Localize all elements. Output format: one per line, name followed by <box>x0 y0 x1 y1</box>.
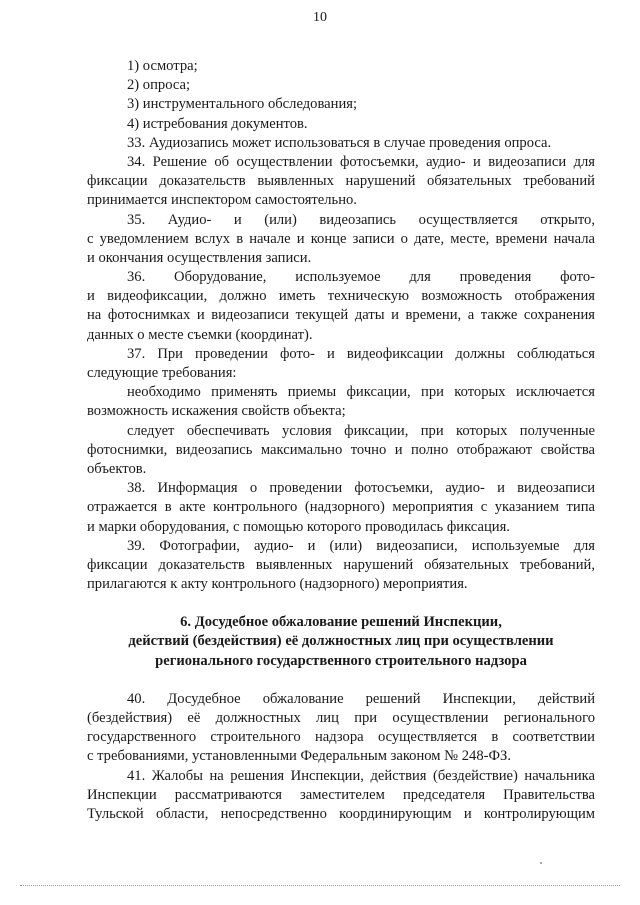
text-line: следует обеспечивать условия фиксации, при которых полученные <box>127 422 595 439</box>
text-line: фотоснимки, видеозапись максимально точно и полно отображают свойства <box>87 441 595 458</box>
text-line: (бездействия) её должностных лиц при осуществлении регионального <box>87 710 595 726</box>
text-line: прилагаются к акту контрольного (надзорного) мероприятия. <box>87 576 468 593</box>
text-line: и видеофиксации, должно иметь техническую возможность отображения <box>87 288 595 305</box>
spacer <box>87 671 595 690</box>
heading-line: действий (бездействия) её должностных лиц при осуществлении <box>128 633 554 650</box>
page-number: 10 <box>313 10 327 25</box>
text-line: 33. Аудиозапись может использоваться в случае проведения опроса. <box>127 134 552 151</box>
text-line: отражается в акте контрольного (надзорного) мероприятия с указанием типа <box>87 499 595 516</box>
text-line: 38. Информация о проведении фотосъемки, аудио- и видеозаписи <box>127 480 595 497</box>
text-line: 35. Аудио- и (или) видеозапись осуществляется открыто, <box>127 211 595 228</box>
text-line: принимается инспектором самостоятельно. <box>87 192 357 209</box>
text-line: 40. Досудебное обжалование решений Инспекции, действий <box>127 690 595 707</box>
heading-line: 6. Досудебное обжалование решений Инспекции, <box>180 614 502 631</box>
paragraphs-section-6 <box>87 690 595 824</box>
text-line: данных о месте съемки (координат). <box>87 326 313 343</box>
text-line: государственного строительного надзора осуществляется в соответствии <box>87 729 595 746</box>
text-line: 1) осмотра; <box>127 58 198 74</box>
text-line: фиксации доказательств выявленных нарушений обязательных требований, <box>87 556 595 573</box>
text-line: 39. Фотографии, аудио- и (или) видеозаписи, используемые для <box>127 537 595 554</box>
text-line: 37. При проведении фото- и видеофиксации должны соблюдаться <box>127 345 595 362</box>
text-line: 4) истребования документов. <box>127 115 308 132</box>
text-line: с уведомлением вслух в начале и конце записи о дате, месте, времени начала <box>87 230 595 247</box>
text-line: объектов. <box>87 460 147 477</box>
document-body <box>87 57 595 824</box>
text-line: необходимо применять приемы фиксации, при которых исключается <box>127 384 595 401</box>
text-line: следующие требования: <box>87 365 237 381</box>
text-line: возможность искажения свойств объекта; <box>87 403 346 420</box>
text-line: Тульской области, непосредственно координирующим и контролирующим <box>87 805 595 822</box>
text-line: 41. Жалобы на решения Инспекции, действия (бездействие) начальника <box>127 767 595 784</box>
text-line: 36. Оборудование, используемое для проведения фото- <box>127 269 595 286</box>
scan-mark <box>540 862 542 864</box>
footer-dotted-line <box>20 885 620 887</box>
spacer <box>87 594 595 613</box>
heading-line: регионального государственного строительного надзора <box>155 652 527 669</box>
text-line: и марки оборудования, с помощью которого проводилась фиксация. <box>87 518 510 535</box>
text-line: 34. Решение об осуществлении фотосъемки, аудио- и видеозаписи для <box>127 153 595 170</box>
text-line: на фотоснимках и видеозаписи текущей даты и времени, а также сохранения <box>87 307 595 324</box>
text-line: и окончания осуществления записи. <box>87 249 312 266</box>
text-line: фиксации доказательств выявленных нарушений обязательных требований <box>87 173 595 190</box>
section-6-heading <box>87 613 595 671</box>
text-line: 2) опроса; <box>127 77 191 94</box>
paragraphs-section-5 <box>87 57 595 594</box>
text-line: 3) инструментального обследования; <box>127 96 358 113</box>
text-line: с требованиями, установленными Федеральным законом № 248-ФЗ. <box>87 748 511 765</box>
text-line: Инспекции рассматриваются заместителем председателя Правительства <box>87 786 595 803</box>
